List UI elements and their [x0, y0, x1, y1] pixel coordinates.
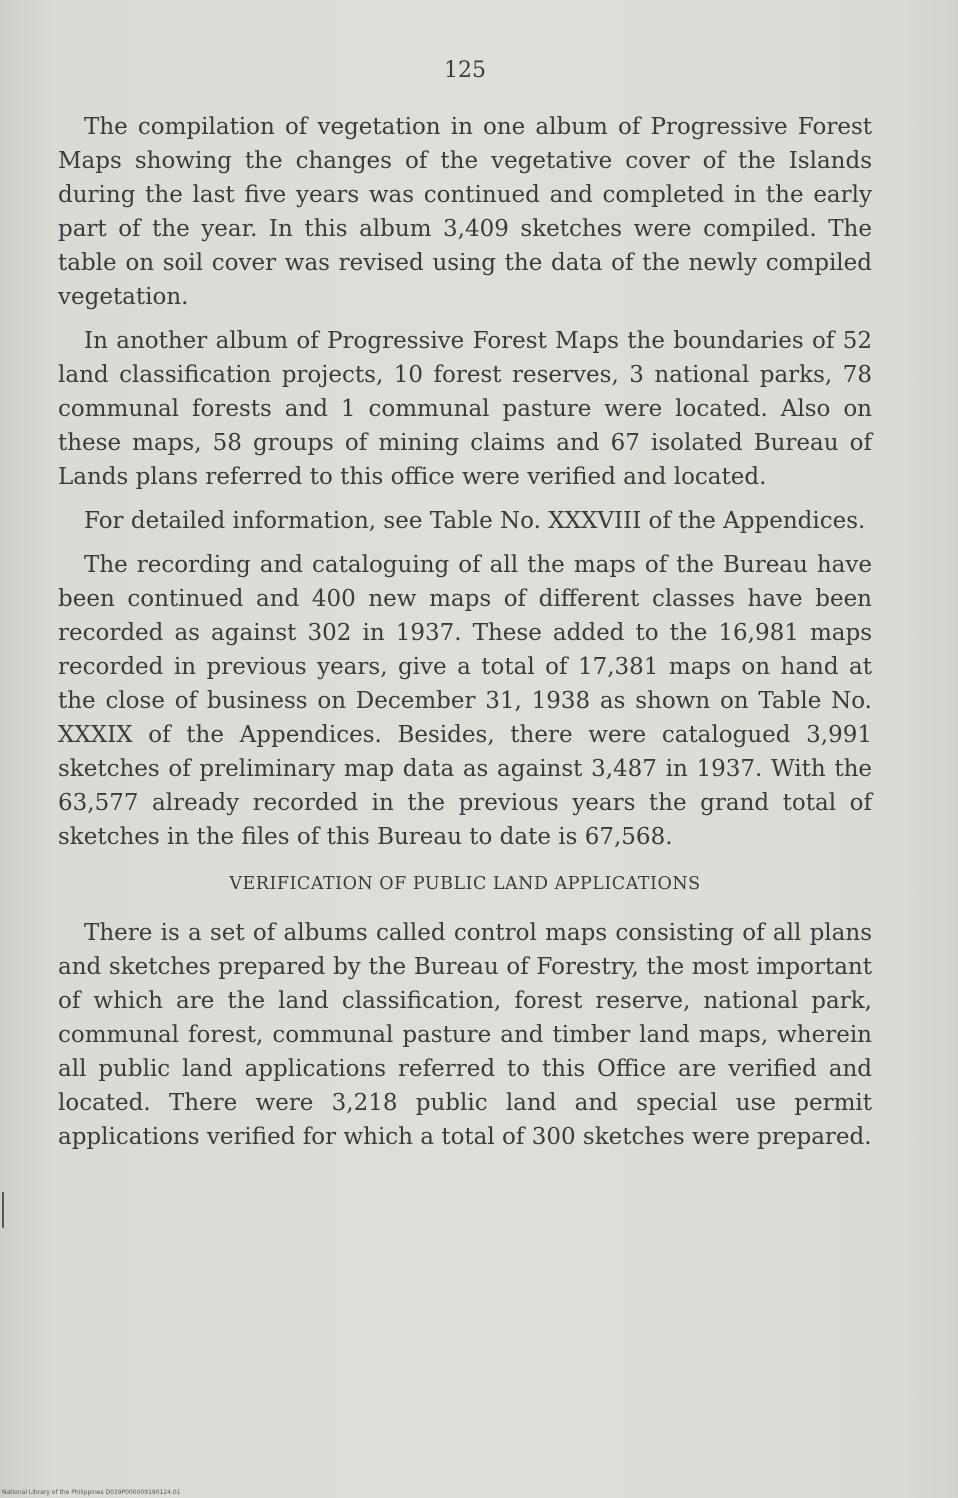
paragraph-control-maps: There is a set of albums called control maps consisting of all plans and sketches prepared by the Bureau of Forestry, the most important of which are the land classification, forest reserve, national park, communal forest, communal pasture and timber land maps, wherein all public land applications referred to this Office are verified and located. There were 3,218 public land and special use permit applications verified for which a total of 300 sketches were prepared.	[58, 920, 872, 1150]
paragraph-progressive-forest-maps: In another album of Progressive Forest Maps the boundaries of 52 land classification projects, 10 forest reserves, 3 national parks, 78 communal forests and 1 communal pasture were located. Also on these maps, 58 groups of mining claims and 67 isolated Bureau of Lands plans referred to this office were verified and located.	[58, 328, 872, 490]
paragraph-vegetation-album: The compilation of vegetation in one album of Progressive Forest Maps showing the changes of the vegetative cover of the Islands during the last five years was continued and completed in the early part of the year. In this album 3,409 sketches were compiled. The table on soil cover was revised using the data of the newly compiled vegetation.	[58, 114, 872, 310]
footer-note: National Library of the Philippines D039P000009190124.01	[2, 1489, 181, 1496]
paragraph-detailed-information: For detailed information, see Table No. XXXVIII of the Appendices.	[84, 508, 866, 534]
body-text	[58, 110, 872, 1164]
binding-mark	[2, 1192, 7, 1228]
page-number: 125	[444, 58, 486, 83]
paragraph-recording-cataloguing: The recording and cataloguing of all the maps of the Bureau have been continued and 400 new maps of different classes have been recorded as against 302 in 1937. These added to the 16,981 maps recorded in previous years, give a total of 17,381 maps on hand at the close of business on December 31, 1938 as shown on Table No. XXXIX of the Appendices. Besides, there were catalogued 3,991 sketches of preliminary map data as against 3,487 in 1937. With the 63,577 already recorded in the previous years the grand total of sketches in the files of this Bureau to date is 67,568.	[58, 552, 872, 850]
section-heading: VERIFICATION OF PUBLIC LAND APPLICATIONS	[229, 874, 701, 894]
